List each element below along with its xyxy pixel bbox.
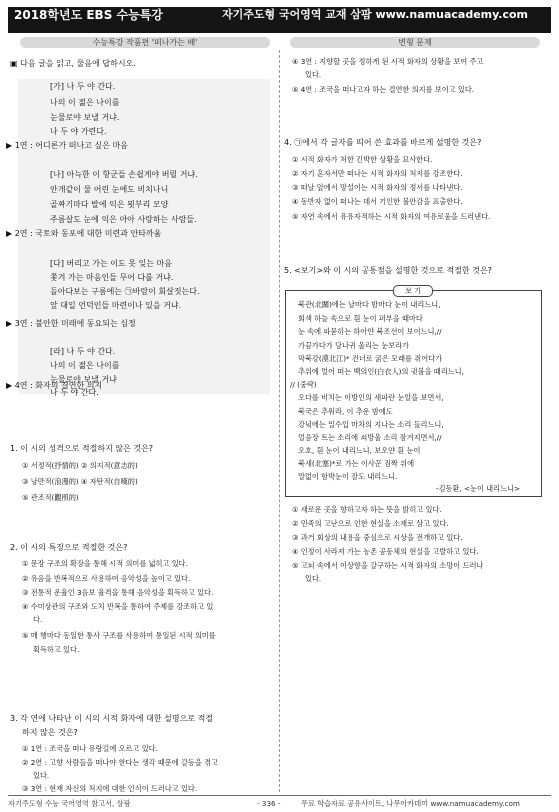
bogi-line: 회색 하늘 속으로 흰 눈이 퍼부을 때마다: [298, 314, 423, 323]
poem-line: 골짜기마다 발에 익은 묏부리 모양: [50, 200, 169, 209]
q4-option: ② 자기 혼자서만 떠나는 시적 화자의 처지를 강조한다.: [292, 169, 463, 178]
bogi-line: 북새(北塞)*로 가는 이사꾼 짐짝 위에: [298, 459, 415, 468]
poem-line: 쫓겨 가는 마음인들 무어 다를 거냐.: [50, 273, 174, 282]
stanza-note: ▶ 2연 : 국토와 동포에 대한 미련과 안타까움: [6, 229, 162, 238]
q3-option: ③ 3연 : 현재 자신의 처지에 대한 인식이 드러나고 있다.: [22, 784, 198, 793]
question-3-stem-cont: 하지 않은 것은?: [22, 728, 78, 737]
column-divider: [279, 50, 280, 792]
bogi-line: 북국은 추워라, 이 추운 밤에도: [298, 407, 393, 416]
bogi-line: 강녘에는 밀수입 마차의 지나는 소리 들리느니,: [298, 420, 444, 429]
q5-option: ⑤ 고뇌 속에서 이상향을 갈구하는 시적 화자의 소망이 드러나: [292, 561, 484, 570]
bogi-line: 추위에 얼어 떠는 백의인(白衣人)의 귓불을 때리느니,: [298, 367, 464, 376]
q4-option: ③ 떠날 앞에서 망설이는 시적 화자의 정서를 나타낸다.: [292, 183, 463, 192]
poem-line: 나의 이 젊은 나이를: [50, 361, 120, 370]
page-number: - 336 -: [257, 799, 281, 808]
q4-option: ① 시적 화자가 처한 긴박한 상황을 묘사한다.: [292, 155, 433, 164]
poem-line: 안개같이 물 어린 눈에도 비치나니: [50, 185, 169, 194]
q2-option: ③ 전통적 운율인 3음보 율격을 통해 음악성을 획득하고 있다.: [22, 588, 214, 597]
bogi-source: -김동환, <눈이 내리느니>: [436, 484, 520, 493]
q3-option-cont: 있다.: [33, 771, 50, 780]
bogi-label: 보 기: [393, 285, 433, 297]
bogi-line: 오호, 흰 눈이 내리느니, 보오얀 흰 눈이: [298, 446, 421, 455]
poem-line: [다] 버리고 가는 이도 못 잊는 마음: [50, 259, 172, 268]
poem-line: 눈물로야 보낼 거냐.: [50, 113, 120, 122]
intro-instruction: ▣ 다음 글을 읽고, 물음에 답하시오.: [10, 59, 136, 68]
question-1-stem: 1. 이 시의 성격으로 적절하지 않은 것은?: [10, 444, 154, 453]
question-5-stem: 5. <보기>와 이 시의 공통점을 설명한 것으로 적절한 것은?: [284, 266, 492, 275]
q1-option: ⑤ 관조적(觀照的): [22, 493, 79, 502]
bogi-line: 얼음장 트는 소리에 쇠방울 소리 잠겨지면서,//: [298, 433, 442, 442]
poem-line: 나 두 야 가련다.: [50, 127, 107, 136]
poem-line: [나] 아늑한 이 항군들 손쉽게야 버릴 거냐.: [50, 170, 198, 179]
question-4-stem: 4. ㉠에서 각 글자를 띄어 쓴 효과를 바르게 설명한 것은?: [284, 138, 482, 147]
poem-line: 나 두 야 간다.: [50, 388, 99, 397]
poem-line: [가] 나 두 야 간다.: [50, 82, 116, 91]
poem-line: 주름살도 눈에 익은 아아 사랑하는 사람들.: [50, 215, 197, 224]
right-section-pill: 변형 문제: [290, 37, 540, 48]
bogi-line: 북관(北關)에는 날마다 밤마다 눈이 내리느니,: [298, 300, 441, 309]
poem-line: 나의 이 젊은 나이를: [50, 98, 120, 107]
bogi-line: 눈 속에 파묻히는 하아얀 북조선이 보이느니,//: [298, 327, 442, 336]
q2-option: ① 문장 구조의 확장을 통해 시적 의미를 넓히고 있다.: [22, 559, 188, 568]
q5-option: ③ 과거 회상의 내용을 중심으로 시상을 전개하고 있다.: [292, 533, 463, 542]
footer-left: 자기주도형 수능 국어영역 참고서, 삼팜: [8, 799, 131, 808]
bogi-line: 오다를 비치는 이방인의 새파란 눈알을 보면서,: [298, 393, 444, 402]
q4-option: ④ 동반자 없이 떠나는 데서 기인한 불안감을 표출한다.: [292, 197, 463, 206]
bogi-line: 막북강(漠北江)* 건너로 굵은 모래를 쥐어다가: [298, 354, 443, 363]
stanza-note: ▶ 3연 : 불안한 미래에 동요되는 심정: [6, 319, 136, 328]
q4-option: ⑤ 자연 속에서 유유자적하는 시적 화자의 여유로움을 드러낸다.: [292, 212, 491, 221]
q1-option: ③ 낭만적(浪漫的) ④ 자탄적(自嘆的): [22, 477, 138, 486]
q2-option: ⑤ 매 행마다 동일한 통사 구조를 사용하여 통일된 시적 의미를: [22, 631, 216, 640]
q5-option-cont: 있다.: [305, 574, 322, 583]
poem-line: [라] 나 두 야 간다.: [50, 347, 116, 356]
q1-option: ① 서정적(抒情的) ② 의지적(意志的): [22, 461, 138, 470]
q3-option-cont: 있다.: [305, 70, 322, 79]
q2-option-cont: 다.: [33, 615, 43, 624]
q2-option: ② 유음을 반복적으로 사용하여 음악성을 높이고 있다.: [22, 574, 191, 583]
poem-box: [6, 79, 270, 397]
header-right-title: 자기주도형 국어영역 교재 삼팜 www.namuacademy.com: [222, 8, 529, 21]
q5-option: ② 민족의 고난으로 인한 현실을 소재로 삼고 있다.: [292, 519, 449, 528]
question-3-stem: 3. 각 연에 나타난 이 시의 시적 화자에 대한 설명으로 적절: [10, 714, 214, 723]
poem-line: 눈물로야 보낼 거냐: [50, 375, 117, 384]
poem-line: 돌아다보는 구름에는 ㉠바람이 회살짓는다.: [50, 287, 200, 296]
q5-option: ① 새로운 곳을 향하고자 하는 뜻을 밝히고 있다.: [292, 505, 442, 514]
bogi-line: 말없이 함박눈이 잘도 내리느니.: [298, 472, 398, 481]
q3-option: ① 1연 : 조국을 떠나 유랑길에 오르고 있다.: [22, 744, 158, 753]
stanza-note: ▶ 4연 : 화자의 결연한 의지: [6, 381, 103, 390]
q2-option: ④ 수미상관의 구조와 도치 반복을 통하여 주제를 강조하고 있: [22, 602, 214, 611]
header-left-title: 2018학년도 EBS 수능특강: [14, 8, 163, 22]
q5-option: ④ 인정이 사라져 가는 농촌 공동체의 현실을 고발하고 있다.: [292, 547, 479, 556]
footer-divider: [8, 795, 551, 796]
question-2-stem: 2. 이 시의 특징으로 적절한 것은?: [10, 543, 128, 552]
q3-option: ④ 3연 : 지향할 곳을 정하게 된 시적 화자의 상황을 보여 주고: [292, 57, 484, 66]
left-section-pill: 수능특강 작품편 '떠나가는 배': [20, 37, 270, 48]
bogi-line: 가끔가다가 당나귀 울리는 눈보라가: [298, 341, 410, 350]
q2-option-cont: 획득하고 있다.: [33, 645, 80, 654]
poem-line: 앞 대일 언덕인들 마련이나 있을 거냐.: [50, 301, 182, 310]
footer-right: 무료 학습자료 공유사이트, 나무아카데미 www.namuacademy.com: [301, 799, 520, 808]
stanza-note: ▶ 1연 : 어디론가 떠나고 싶은 마음: [6, 141, 128, 150]
q3-option: ② 2연 : 고향 사람들을 떠나야 한다는 생각 때문에 갈등을 겪고: [22, 758, 218, 767]
bogi-line: // (중략): [290, 380, 317, 389]
q3-option: ⑤ 4연 : 조국을 떠나고자 하는 결연한 의지를 보이고 있다.: [292, 85, 475, 94]
